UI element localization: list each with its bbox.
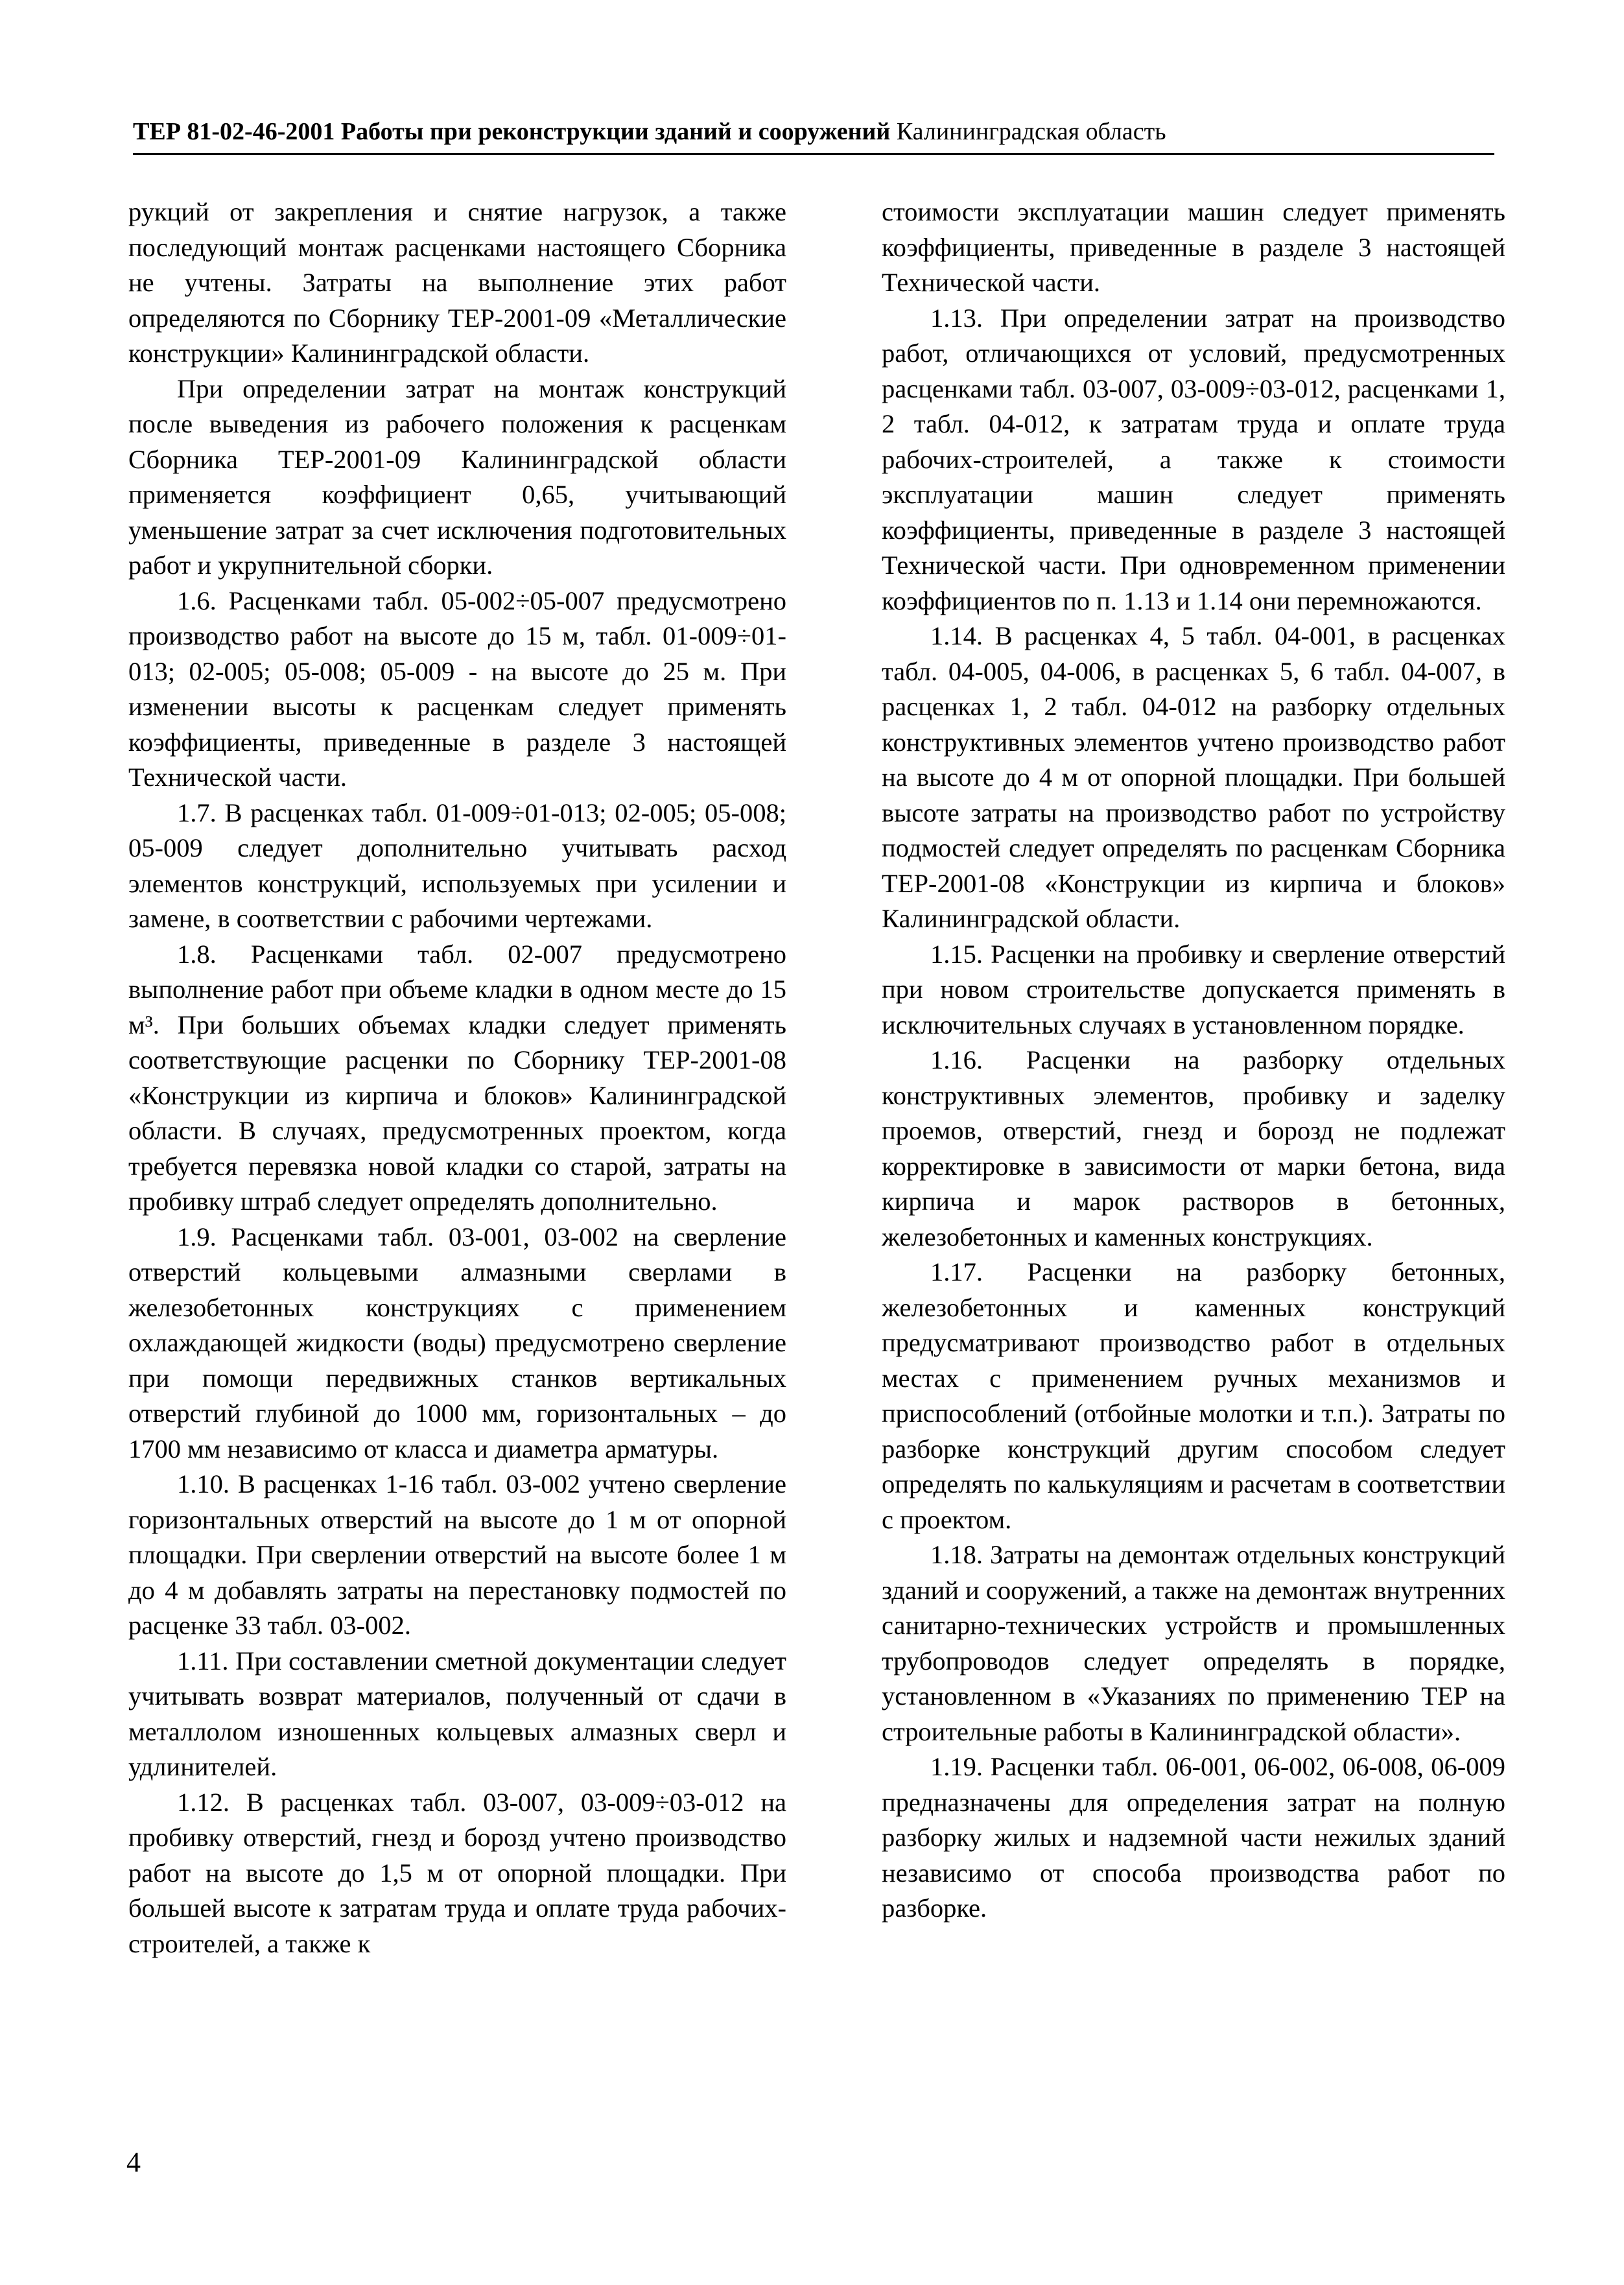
page-number: 4 (126, 2146, 141, 2178)
paragraph: 1.13. При определении затрат на производство работ, отличающихся от условий, предусмотренных расценками табл. 03-007, 03-009÷03-012, расценками 1, 2 табл. 04-012, к затратам труда и оплате труда рабочих-строителей, а также к стоимости эксплуатации машин следует применять коэффициенты, приведенные в разделе 3 настоящей Технической части. При одновременном применении коэффициентов по п. 1.13 и 1.14 они перемножаются. (882, 303, 1505, 615)
paragraph: 1.8. Расценками табл. 02-007 предусмотрено выполнение работ при объеме кладки в одном месте до 15 м³. При больших объемах кладки следует применять соответствующие расценки по Сборнику ТЕР-2001-08 «Конструкции из кирпича и блоков» Калининградской области. В случаях, предусмотренных проектом, когда требуется перевязка новой кладки со старой, затраты на пробивку штраб следует определять дополнительно. (128, 939, 786, 1216)
left-column (128, 195, 786, 1961)
paragraph: 1.9. Расценками табл. 03-001, 03-002 на сверление отверстий кольцевыми алмазными сверлами в железобетонных конструкциях с применением охлаждающей жидкости (воды) предусмотрено сверление при помощи передвижных станков вертикальных отверстий глубиной до 1000 мм, горизонтальных – до 1700 мм независимо от класса и диаметра арматуры. (128, 1222, 786, 1463)
paragraph: 1.14. В расценках 4, 5 табл. 04-001, в расценках табл. 04-005, 04-006, в расценках 5, 6 табл. 04-007, в расценках 1, 2 табл. 04-012 на разборку отдельных конструктивных элементов учтено производство работ на высоте до 4 м от опорной площадки. При большей высоте затраты на производство работ по устройству подмостей следует определять по расценкам Сборника ТЕР-2001-08 «Конструкции из кирпича и блоков» Калининградской области. (882, 621, 1505, 933)
paragraph: 1.16. Расценки на разборку отдельных конструктивных элементов, пробивку и заделку проемов, отверстий, гнезд и борозд не подлежат корректировке в зависимости от марки бетона, вида кирпича и марок растворов в бетонных, железобетонных и каменных конструкциях. (882, 1045, 1505, 1251)
paragraph: стоимости эксплуатации машин следует применять коэффициенты, приведенные в разделе 3 настоящей Технической части. (882, 197, 1505, 297)
paragraph: рукций от закрепления и снятие нагрузок, а также последующий монтаж расценками настоящего Сборника не учтены. Затраты на выполнение этих работ определяются по Сборнику ТЕР-2001-09 «Металлические конструкции» Калининградской области. (128, 197, 786, 368)
paragraph: 1.12. В расценках табл. 03-007, 03-009÷03-012 на пробивку отверстий, гнезд и борозд учтено производство работ на высоте до 1,5 м от опорной площадки. При большей высоте к затратам труда и оплате труда рабочих-строителей, а также к (128, 1787, 786, 1958)
header-region: Калининградская область (890, 118, 1166, 145)
running-header (133, 110, 1494, 155)
paragraph: 1.19. Расценки табл. 06-001, 06-002, 06-008, 06-009 предназначены для определения затрат на полную разборку жилых и надземной части нежилых зданий независимо от способа производства работ по разборке. (882, 1752, 1505, 1923)
paragraph: При определении затрат на монтаж конструкций после выведения из рабочего положения к расценкам Сборника ТЕР-2001-09 Калининградской области применяется коэффициент 0,65, учитывающий уменьшение затрат за счет исключения подготовительных работ и укрупнительной сборки. (128, 373, 786, 580)
paragraph: 1.15. Расценки на пробивку и сверление отверстий при новом строительстве допускается применять в исключительных случаях в установленном порядке. (882, 939, 1505, 1039)
paragraph: 1.18. Затраты на демонтаж отдельных конструкций зданий и сооружений, а также на демонтаж внутренних санитарно-технических устройств и промышленных трубопроводов следует определять в порядке, установленном в «Указаниях по применению ТЕР на строительные работы в Калининградской области». (882, 1540, 1505, 1746)
paragraph: 1.6. Расценками табл. 05-002÷05-007 предусмотрено производство работ на высоте до 15 м, табл. 01-009÷01-013; 02-005; 05-008; 05-009 - на высоте до 25 м. При изменении высоты к расценкам следует применять коэффициенты, приведенные в разделе 3 настоящей Технической части. (128, 586, 786, 792)
paragraph: 1.10. В расценках 1-16 табл. 03-002 учтено сверление горизонтальных отверстий на высоте до 1 м от опорной площадки. При сверлении отверстий на высоте более 1 м до 4 м добавлять затраты на перестановку подмостей по расценке 33 табл. 03-002. (128, 1469, 786, 1640)
right-column (882, 195, 1505, 1926)
header-title: ТЕР 81-02-46-2001 Работы при реконструкции зданий и сооружений (133, 118, 891, 145)
paragraph: 1.7. В расценках табл. 01-009÷01-013; 02-005; 05-008; 05-009 следует дополнительно учитывать расход элементов конструкций, используемых при усилении и замене, в соответствии с рабочими чертежами. (128, 798, 786, 933)
paragraph: 1.11. При составлении сметной документации следует учитывать возврат материалов, полученный от сдачи в металлолом изношенных кольцевых алмазных сверл и удлинителей. (128, 1646, 786, 1781)
paragraph: 1.17. Расценки на разборку бетонных, железобетонных и каменных конструкций предусматривают производство работ в отдельных местах с применением ручных механизмов и приспособлений (отбойные молотки и т.п.). Затраты по разборке конструкций другим способом следует определять по калькуляциям и расчетам в соответствии с проектом. (882, 1257, 1505, 1534)
